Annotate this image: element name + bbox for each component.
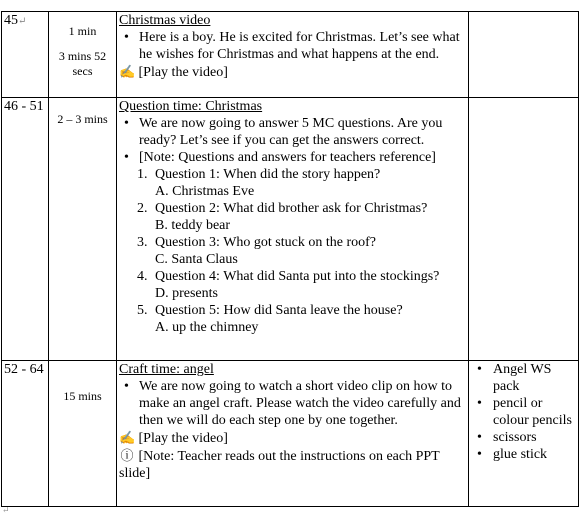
writing-hand-icon: ✍ — [119, 430, 136, 445]
answer-text: A. Christmas Eve — [155, 184, 255, 199]
slide-number: 45 — [4, 13, 18, 28]
slide-cell — [2, 98, 49, 361]
answer-text: A. up the chimney — [155, 320, 259, 335]
slide-cell — [2, 12, 49, 98]
activity-cell — [117, 98, 469, 361]
paragraph-mark: ↵ — [18, 16, 27, 27]
teacher-note-text: [Note: Teacher reads out the instructions on each PPT slide] — [119, 449, 440, 481]
slide-cell — [2, 361, 49, 507]
activity-bullet: • We are now going to answer 5 MC questions. Are you ready? Let’s see if you can get the answers correct. — [139, 115, 466, 149]
question-text: Question 1: When did the story happen? — [155, 167, 381, 182]
resource-item: • pencil or colour pencils — [493, 395, 576, 429]
lesson-plan-table — [1, 11, 579, 507]
duration-text: 1 min — [68, 24, 97, 38]
activity-title: Christmas video — [119, 13, 211, 28]
play-video-text: [Play the video] — [138, 431, 228, 446]
activity-title: Question time: Christmas — [119, 99, 263, 114]
question-text: Question 4: What did Santa put into the stockings? — [155, 269, 440, 284]
paragraph-mark: ↵ — [2, 505, 10, 515]
question-item: 4. Question 4: What did Santa put into the stockings? D. presents — [155, 268, 466, 302]
question-item: 2. Question 2: What did brother ask for Christmas? B. teddy bear — [155, 200, 466, 234]
duration-text: 15 mins — [63, 389, 102, 403]
activity-title: Craft time: angel — [119, 362, 214, 377]
slide-number: 52 - 64 — [4, 362, 44, 377]
duration-text: 3 mins 52 secs — [58, 49, 107, 78]
answer-text: C. Santa Claus — [155, 252, 238, 267]
info-circle-icon: ⓘ — [120, 448, 134, 463]
duration-text: 2 – 3 mins — [57, 112, 108, 126]
answer-text: B. teddy bear — [155, 218, 231, 233]
question-item: 3. Question 3: Who got stuck on the roof? C. Santa Claus — [155, 234, 466, 268]
play-video-text: [Play the video] — [138, 65, 228, 80]
activity-bullet: • Here is a boy. He is excited for Christmas. Let’s see what he wishes for Christmas and what happens at the end. — [139, 29, 466, 63]
resource-item: • Angel WS pack — [493, 361, 576, 395]
slide-number: 46 - 51 — [4, 99, 44, 114]
time-cell — [49, 98, 117, 361]
question-text: Question 5: How did Santa leave the house? — [155, 303, 403, 318]
question-text: Question 2: What did brother ask for Christmas? — [155, 201, 428, 216]
resources-list — [471, 361, 576, 463]
question-item: 5. Question 5: How did Santa leave the house? A. up the chimney — [155, 302, 466, 336]
table-row — [2, 98, 579, 361]
activity-bullet: • We are now going to watch a short video clip on how to make an angel craft. Please watch the video carefully and then we will do each step one by one together. — [139, 378, 466, 429]
activity-cell — [117, 12, 469, 98]
resource-item: • glue stick — [493, 446, 576, 463]
question-text: Question 3: Who got stuck on the roof? — [155, 235, 376, 250]
teacher-note-line — [119, 447, 466, 482]
question-item: 1. Question 1: When did the story happen? A. Christmas Eve — [155, 166, 466, 200]
activity-cell — [117, 361, 469, 507]
time-cell — [49, 361, 117, 507]
play-video-line — [119, 63, 466, 81]
table-row — [2, 361, 579, 507]
resources-cell — [469, 98, 579, 361]
answer-text: D. presents — [155, 286, 218, 301]
time-cell — [49, 12, 117, 98]
play-video-line — [119, 429, 466, 447]
writing-hand-icon: ✍ — [119, 64, 136, 79]
table-row — [2, 12, 579, 98]
resources-cell — [469, 361, 579, 507]
activity-bullet — [139, 149, 466, 336]
resource-item: • scissors — [493, 429, 576, 446]
resources-cell — [469, 12, 579, 98]
note-text: [Note: Questions and answers for teachers reference] — [139, 150, 436, 165]
